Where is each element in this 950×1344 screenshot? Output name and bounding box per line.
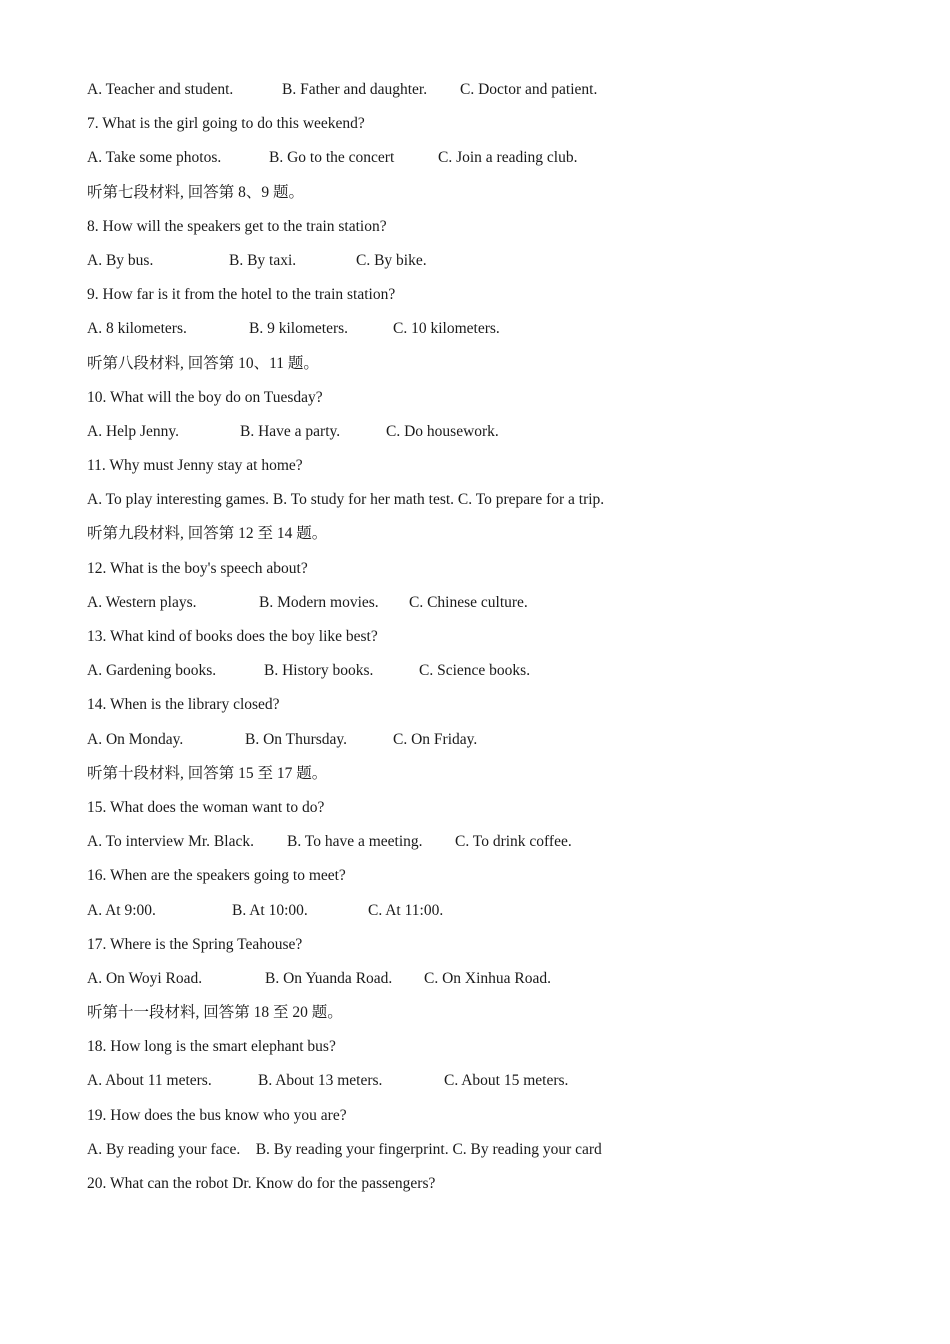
answer-option: B. History books.	[264, 662, 374, 680]
answer-options	[87, 969, 887, 1003]
answer-option: A. At 9:00.	[87, 901, 156, 919]
answer-options	[87, 730, 887, 764]
answer-option: C. To drink coffee.	[455, 833, 572, 851]
question-text: 18. How long is the smart elephant bus?	[87, 1038, 336, 1056]
answer-option: B. On Yuanda Road.	[265, 969, 393, 987]
question-text: 9. How far is it from the hotel to the train station?	[87, 286, 396, 304]
answer-option: B. To have a meeting.	[287, 833, 423, 851]
answer-option: B. Father and daughter.	[282, 81, 428, 98]
answer-option: A. 8 kilometers.	[87, 320, 187, 338]
question-text: 13. What kind of books does the boy like best?	[87, 628, 378, 645]
answer-option: A. Help Jenny.	[87, 422, 179, 440]
section-instruction: 听第十段材料, 回答第 15 至 17 题。	[87, 764, 328, 782]
answer-option: C. By bike.	[356, 251, 427, 269]
question-text: 10. What will the boy do on Tuesday?	[87, 388, 323, 406]
answer-option: C. Doctor and patient.	[460, 81, 598, 98]
answer-option: C. Chinese culture.	[409, 593, 528, 611]
answer-option: C. 10 kilometers.	[393, 320, 500, 338]
question-text: 12. What is the boy's speech about?	[87, 559, 308, 577]
answer-option: C. At 11:00.	[368, 901, 444, 919]
answer-option: B. At 10:00.	[232, 901, 308, 919]
answer-option: A. Gardening books.	[87, 662, 217, 680]
answer-option: C. Do housework.	[386, 422, 499, 440]
answer-option: A. On Monday.	[87, 730, 184, 748]
answer-option: B. Modern movies.	[259, 593, 379, 611]
question-text: 20. What can the robot Dr. Know do for the passengers?	[87, 1175, 436, 1192]
answer-options	[87, 901, 887, 935]
answer-options	[87, 148, 887, 182]
answer-options	[87, 661, 887, 695]
section-instruction: 听第九段材料, 回答第 12 至 14 题。	[87, 525, 328, 543]
answer-option: C. On Xinhua Road.	[424, 969, 552, 987]
answer-options	[87, 319, 887, 353]
answer-options	[87, 832, 887, 866]
answer-options	[87, 1071, 887, 1105]
section-instruction: 听第八段材料, 回答第 10、11 题。	[87, 354, 319, 372]
answer-options	[87, 251, 887, 285]
answer-option: C. Science books.	[419, 662, 531, 680]
answer-option: B. About 13 meters.	[258, 1072, 383, 1090]
answer-options	[87, 593, 887, 627]
answer-option: A. About 11 meters.	[87, 1072, 212, 1090]
answer-option: A. Western plays.	[87, 593, 197, 611]
question-text: 15. What does the woman want to do?	[87, 798, 325, 816]
answer-option: B. 9 kilometers.	[249, 320, 349, 338]
question-text: A. To play interesting games. B. To study for her math test. C. To prepare for a trip.	[87, 491, 605, 509]
section-instruction: 听第十一段材料, 回答第 18 至 20 题。	[87, 1004, 343, 1022]
exam-page	[87, 80, 887, 1208]
question-text: 19. How does the bus know who you are?	[87, 1106, 347, 1124]
answer-option: B. By taxi.	[229, 251, 297, 269]
answer-option: A. Take some photos.	[87, 149, 222, 167]
question-text: 8. How will the speakers get to the train station?	[87, 217, 387, 235]
answer-option: C. About 15 meters.	[444, 1072, 569, 1090]
question-text: A. By reading your face. B. By reading your fingerprint. C. By reading your card	[87, 1140, 602, 1158]
answer-option: C. Join a reading club.	[438, 149, 578, 167]
answer-option: A. Teacher and student.	[87, 81, 234, 98]
answer-option: A. On Woyi Road.	[87, 969, 203, 987]
answer-option: C. On Friday.	[393, 730, 478, 748]
answer-options	[87, 80, 887, 114]
answer-option: B. On Thursday.	[245, 730, 348, 748]
answer-options	[87, 422, 887, 456]
question-text: 11. Why must Jenny stay at home?	[87, 457, 303, 475]
section-instruction: 听第七段材料, 回答第 8、9 题。	[87, 183, 305, 201]
answer-option: A. By bus.	[87, 251, 154, 269]
answer-option: A. To interview Mr. Black.	[87, 833, 254, 851]
answer-option: B. Go to the concert	[269, 149, 395, 167]
question-text: 14. When is the library closed?	[87, 696, 280, 714]
answer-option: B. Have a party.	[240, 422, 341, 440]
question-text: 17. Where is the Spring Teahouse?	[87, 935, 303, 953]
question-text: 16. When are the speakers going to meet?	[87, 867, 346, 885]
question-text: 7. What is the girl going to do this weekend?	[87, 115, 365, 133]
